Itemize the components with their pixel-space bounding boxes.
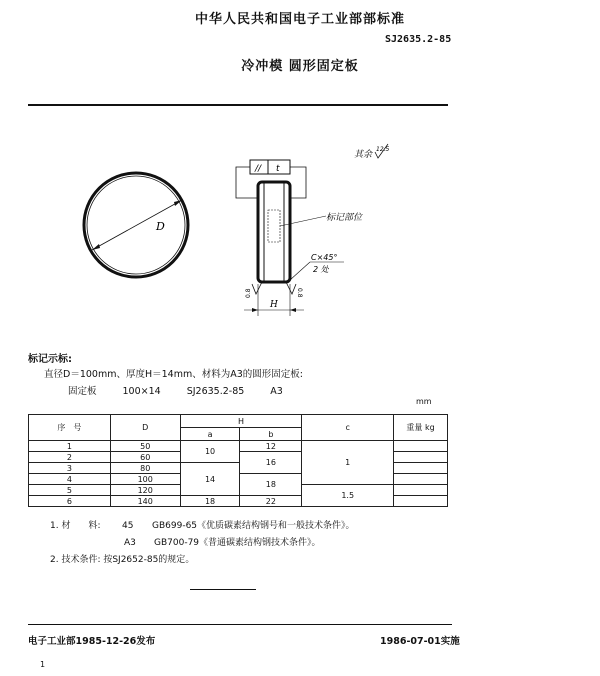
issue-date: 电子工业部1985-12-26发布 <box>28 636 156 647</box>
header-c: c <box>302 415 394 441</box>
marking-size: 100×14 <box>122 386 161 397</box>
plate-side-view <box>258 182 290 282</box>
roughness-note: 其余 <box>354 150 373 160</box>
header-h: H <box>180 415 302 428</box>
table-row: 6 140 18 22 <box>29 496 448 507</box>
marking-name: 固定板 <box>68 386 97 397</box>
note-standard-2: GB700-79《普通碳素结构钢技术条件》。 <box>154 538 321 548</box>
document-title: 冷冲模 圆形固定板 <box>241 59 359 74</box>
organization-title: 中华人民共和国电子工业部部标准 <box>194 12 405 27</box>
diameter-label: D <box>156 220 165 233</box>
top-rule <box>28 104 448 106</box>
table-row: 3 80 14 <box>29 463 448 474</box>
technical-drawing <box>0 120 600 340</box>
dimension-table <box>28 414 448 507</box>
roughness-value: 12.5 <box>376 146 390 153</box>
marking-code: SJ2635.2-85 <box>186 386 245 397</box>
header-d: D <box>110 415 180 441</box>
marking-example-description: 直径D＝100mm、厚度H＝14mm、材料为A3的圆形固定板: <box>44 369 303 380</box>
note-technical-conditions: 2. 技术条件: 按SJ2652-85的规定。 <box>50 555 195 565</box>
table-row: 5 120 1.5 <box>29 485 448 496</box>
note-material-2: A3 <box>124 538 136 548</box>
header-weight: 重量 kg <box>394 415 448 441</box>
note-material-second <box>124 535 321 548</box>
marking-location-note: 标记部位 <box>326 213 363 223</box>
table-row: 1 50 10 12 1 <box>29 441 448 452</box>
middle-separator <box>190 589 256 590</box>
frame-value: t <box>276 164 280 174</box>
implementation-date: 1986-07-01实施 <box>380 636 460 647</box>
note-standard-1: GB699-65《优质碳素结构钢号和一般技术条件》。 <box>152 521 355 531</box>
chamfer-note: C×45° <box>311 253 338 262</box>
note-material-1: 45 <box>122 521 134 531</box>
table-row: 2 60 16 <box>29 452 448 463</box>
marking-example-heading: 标记示标: <box>28 354 72 365</box>
marking-example-line <box>68 383 309 397</box>
header-a: a <box>180 428 240 441</box>
chamfer-count: 2 处 <box>313 265 329 274</box>
standard-code: SJ2635.2-85 <box>385 34 452 45</box>
diameter-line <box>92 200 182 250</box>
surface-left: 0.8 <box>245 288 252 298</box>
page-number: 1 <box>40 660 46 669</box>
marking-material: A3 <box>270 386 283 397</box>
plate-outline-circle <box>84 173 188 277</box>
unit-label: mm <box>416 397 432 406</box>
table-row: 4 100 18 <box>29 474 448 485</box>
frame-symbol: // <box>255 164 262 174</box>
note-material-label: 1. 材 料: <box>50 521 101 531</box>
thickness-label: H <box>270 300 278 310</box>
note-material <box>50 518 355 531</box>
header-no: 序 号 <box>29 415 111 441</box>
header-b: b <box>240 428 302 441</box>
bottom-rule <box>28 624 452 625</box>
surface-right: 0.8 <box>296 288 303 298</box>
